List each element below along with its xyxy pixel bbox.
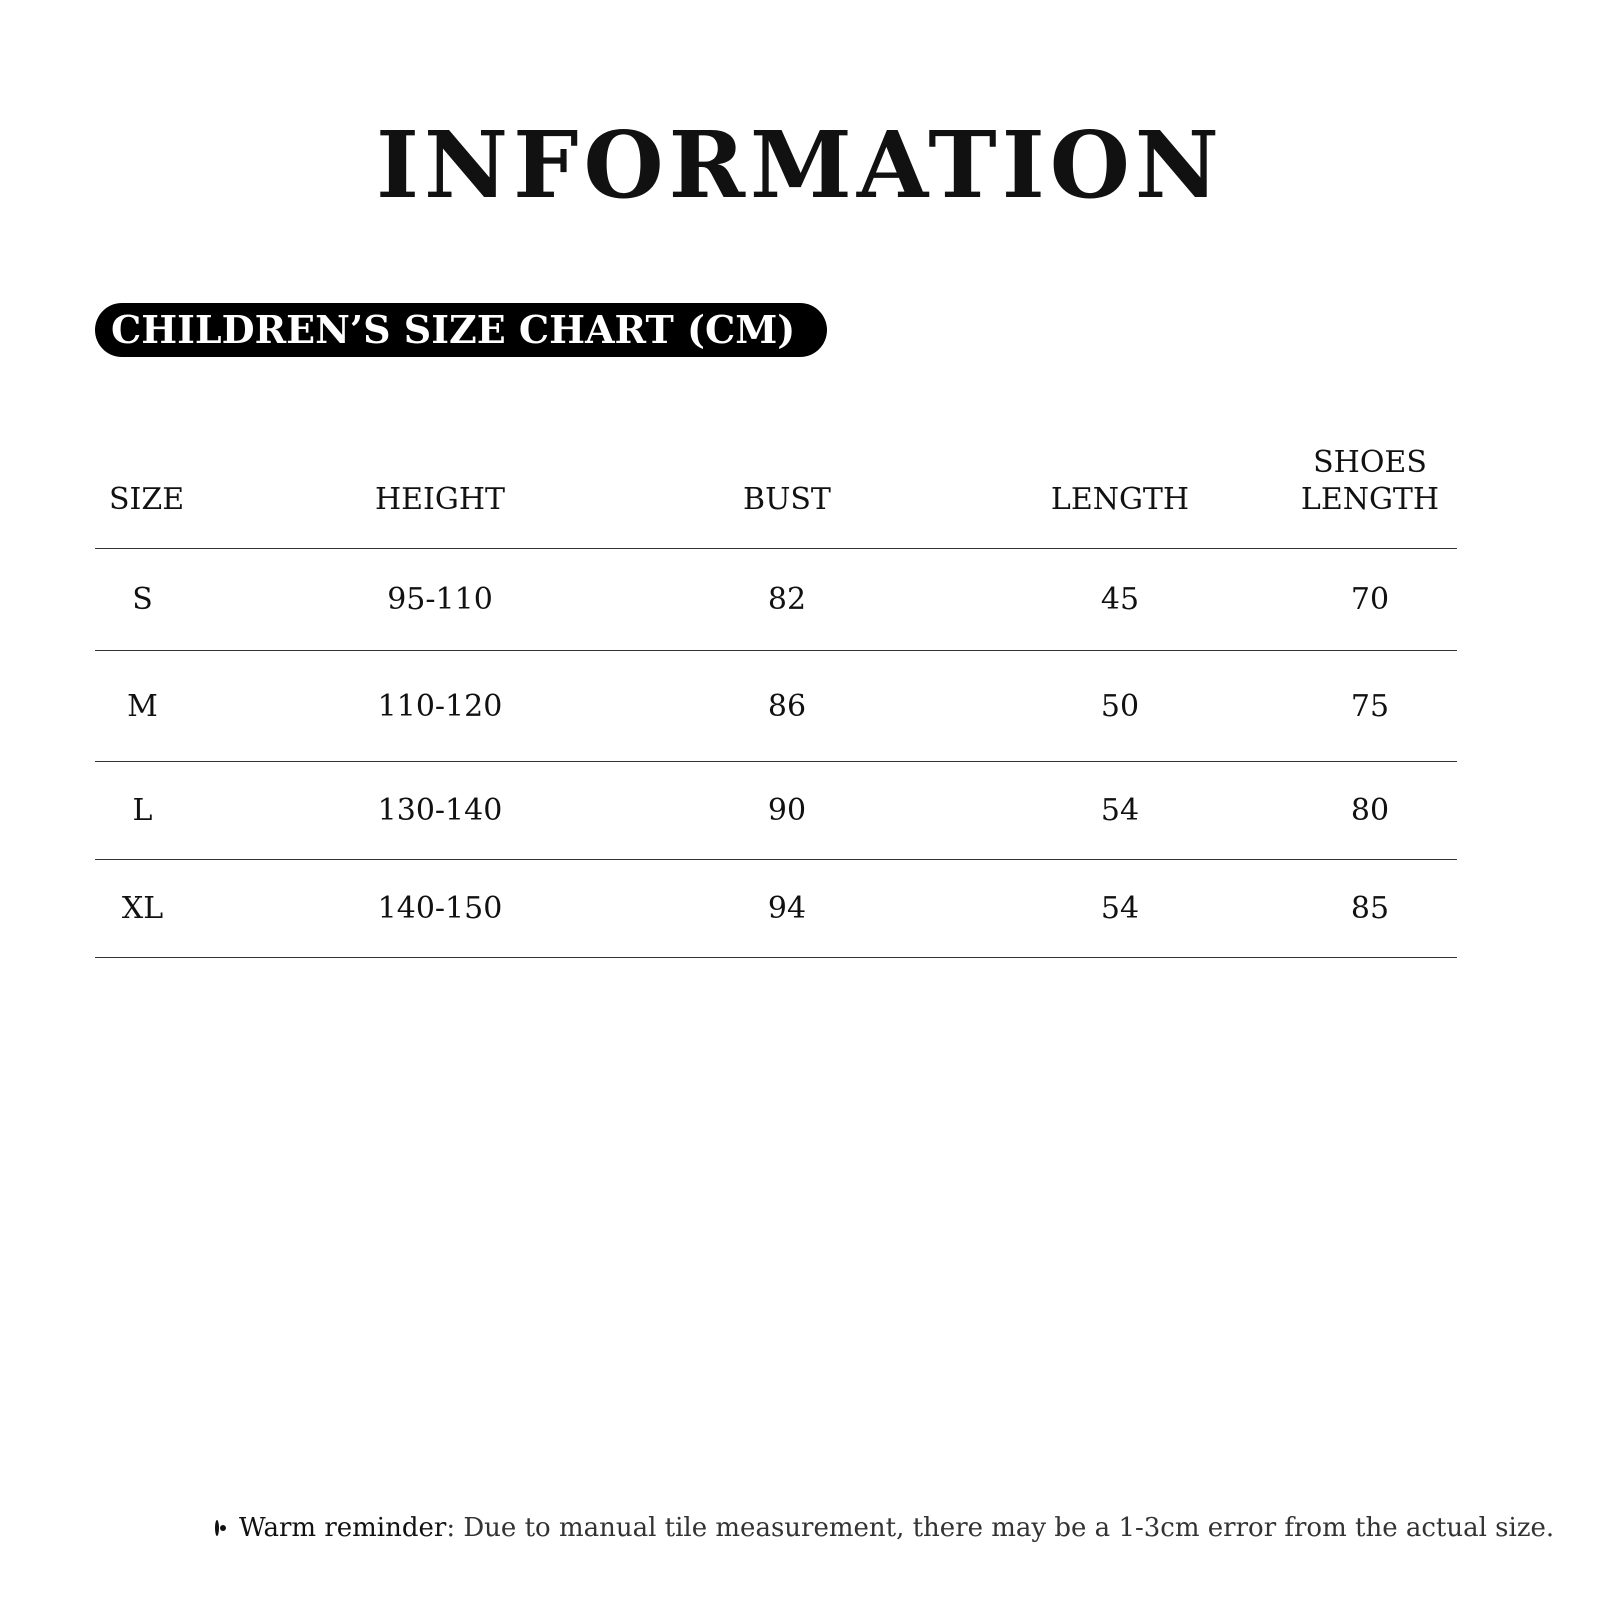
size-chart-table	[95, 430, 1457, 958]
table-row	[95, 860, 1457, 958]
cell-height: 95-110	[387, 582, 493, 617]
cell-length: 50	[1100, 688, 1140, 724]
cell-bust: 82	[767, 582, 807, 617]
cell-shoes-length: 70	[1350, 582, 1390, 617]
table-row	[95, 762, 1457, 860]
cell-height: 110-120	[377, 688, 503, 724]
cell-shoes-length: 75	[1350, 688, 1390, 724]
table-row	[95, 651, 1457, 762]
warm-reminder-text: : Due to manual tile measurement, there may be a 1-3cm error from the actual size.	[446, 1513, 1555, 1543]
header-shoes-length	[1275, 430, 1465, 548]
header-height: HEIGHT	[374, 482, 506, 517]
cell-shoes-length: 80	[1350, 793, 1390, 828]
page-title: INFORMATION	[376, 111, 1224, 219]
cell-bust: 90	[767, 793, 807, 828]
cell-size: XL	[121, 891, 164, 926]
cell-height: 140-150	[377, 891, 503, 926]
cell-shoes-length: 85	[1350, 891, 1390, 926]
table-header-row	[95, 430, 1457, 549]
cell-size: S	[132, 582, 153, 617]
warm-reminder-label: Warm reminder	[239, 1513, 447, 1543]
radio-bullet-icon	[215, 1520, 219, 1536]
header-shoes-length-line2: LENGTH	[1300, 482, 1440, 517]
cell-length: 45	[1100, 582, 1140, 617]
cell-bust: 86	[767, 688, 807, 724]
cell-bust: 94	[767, 891, 807, 926]
section-label-badge: CHILDREN’S SIZE CHART (CM)	[95, 303, 827, 357]
header-size: SIZE	[109, 482, 185, 517]
header-bust: BUST	[743, 482, 831, 517]
cell-size: L	[132, 793, 153, 828]
cell-size: M	[127, 688, 158, 724]
warm-reminder	[215, 1510, 1555, 1546]
table-row	[95, 549, 1457, 651]
cell-height: 130-140	[377, 793, 503, 828]
cell-length: 54	[1100, 793, 1140, 828]
cell-length: 54	[1100, 891, 1140, 926]
header-length: LENGTH	[1050, 482, 1190, 517]
header-shoes-length-line1: SHOES	[1313, 445, 1427, 480]
